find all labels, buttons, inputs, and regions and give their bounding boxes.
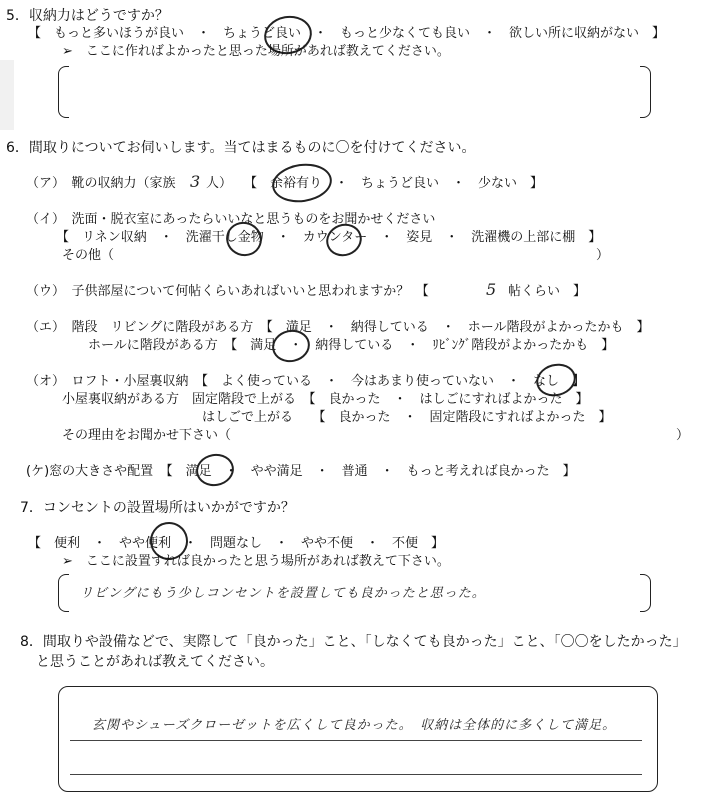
q6a-selected-circle[interactable] bbox=[270, 160, 335, 206]
q6-title: 6．間取りについてお伺いします。当てはまるものに〇を付けてください。 bbox=[6, 140, 476, 156]
q6o-label: （オ） ロフト・小屋裏収納 【 よく使っている ・ 今はあまり使っていない ・ なし 】 bbox=[26, 374, 586, 389]
q7-answer-box-left bbox=[58, 574, 69, 612]
q6a-family-count[interactable]: 3 bbox=[190, 172, 203, 191]
q6u-value[interactable]: 5 bbox=[486, 280, 499, 299]
q5-title: 5．収納力はどうですか？ bbox=[6, 8, 169, 24]
q5-answer-box-left bbox=[58, 66, 69, 118]
q6o-reason-close: ） bbox=[676, 428, 690, 443]
q6e-label: （エ） 階段 リビングに階段がある方 【 満足 ・ 納得している ・ ホール階段がよかったかも 】 bbox=[26, 320, 650, 335]
q6i-other: その他（ bbox=[62, 248, 115, 263]
q6o-reason: その理由をお聞かせ下さい（ bbox=[62, 428, 232, 443]
scan-artifact bbox=[0, 60, 14, 130]
q6u-suffix: 帖くらい 】 bbox=[508, 284, 587, 299]
q6o-line2: 小屋裏収納がある方 固定階段で上がる 【 良かった ・ はしごにすればよかった 】 bbox=[62, 392, 589, 407]
q5-answer-box-right bbox=[640, 66, 651, 118]
q7-answer-handwritten[interactable]: リビングにもう少しコンセントを設置しても良かったと思った。 bbox=[80, 586, 486, 601]
q8-answer-handwritten[interactable]: 玄関やシューズクローゼットを広くして良かった。 収納は全体的に多くして満足。 bbox=[92, 718, 617, 733]
q6i-label: （イ） 洗面・脱衣室にあったらいいなと思うものをお聞かせください bbox=[26, 212, 436, 227]
q7-title: 7．コンセントの設置場所はいかがですか？ bbox=[20, 500, 295, 516]
q8-answer-line-2 bbox=[70, 774, 642, 775]
q8-title-line2: と思うことがあれば教えてください。 bbox=[36, 654, 274, 670]
q8-answer-box[interactable] bbox=[58, 686, 658, 792]
q6e-line2: ホールに階段がある方 【 満足 ・ 納得している ・ ﾘﾋﾞﾝｸﾞ階段がよかったかも 】 bbox=[88, 338, 615, 353]
q7-prompt: ➢ ここに設置すれば良かったと思う場所があれば教えて下さい。 bbox=[62, 554, 450, 569]
q6a-label: （ア） 靴の収納力（家族 bbox=[26, 176, 176, 191]
q7-answer-box-right bbox=[640, 574, 651, 612]
q6a-suffix: 人） bbox=[206, 176, 233, 191]
q6i-other-close: ） bbox=[596, 248, 610, 263]
q5-answer-field[interactable] bbox=[74, 72, 634, 112]
q6u-label: （ウ） 子供部屋について何帖くらいあればいいと思われますか？ 【 bbox=[26, 284, 429, 299]
q5-prompt: ➢ ここに作ればよかったと思った場所があれば教えてください。 bbox=[62, 44, 450, 59]
q6i-options: 【 リネン収納 ・ 洗濯干し金物 ・ カウンター ・ 姿見 ・ 洗濯機の上部に棚 】 bbox=[56, 230, 602, 245]
q6o-line3: はしごで上がる 【 良かった ・ 固定階段にすればよかった 】 bbox=[202, 410, 612, 425]
q5-options: 【 もっと多いほうが良い ・ ちょうど良い ・ もっと少なくても良い ・ 欲しい所に収納がない 】 bbox=[28, 26, 666, 41]
q6a-options: 【 余裕有り ・ ちょうど良い ・ 少ない 】 bbox=[244, 176, 544, 191]
q8-title: 8．間取りや設備などで、実際して「良かった」こと、「しなくても良かった」こと、「〇〇をしたかった」 bbox=[20, 634, 687, 650]
q6ke-label: (ケ)窓の大きさや配置 【 満足 ・ やや満足 ・ 普通 ・ もっと考えれば良かった 】 bbox=[26, 464, 576, 479]
q7-options: 【 便利 ・ やや便利 ・ 問題なし ・ やや不便 ・ 不便 】 bbox=[28, 536, 445, 551]
q8-answer-line-1 bbox=[70, 740, 642, 741]
q6ke-selected-circle[interactable] bbox=[194, 451, 237, 489]
